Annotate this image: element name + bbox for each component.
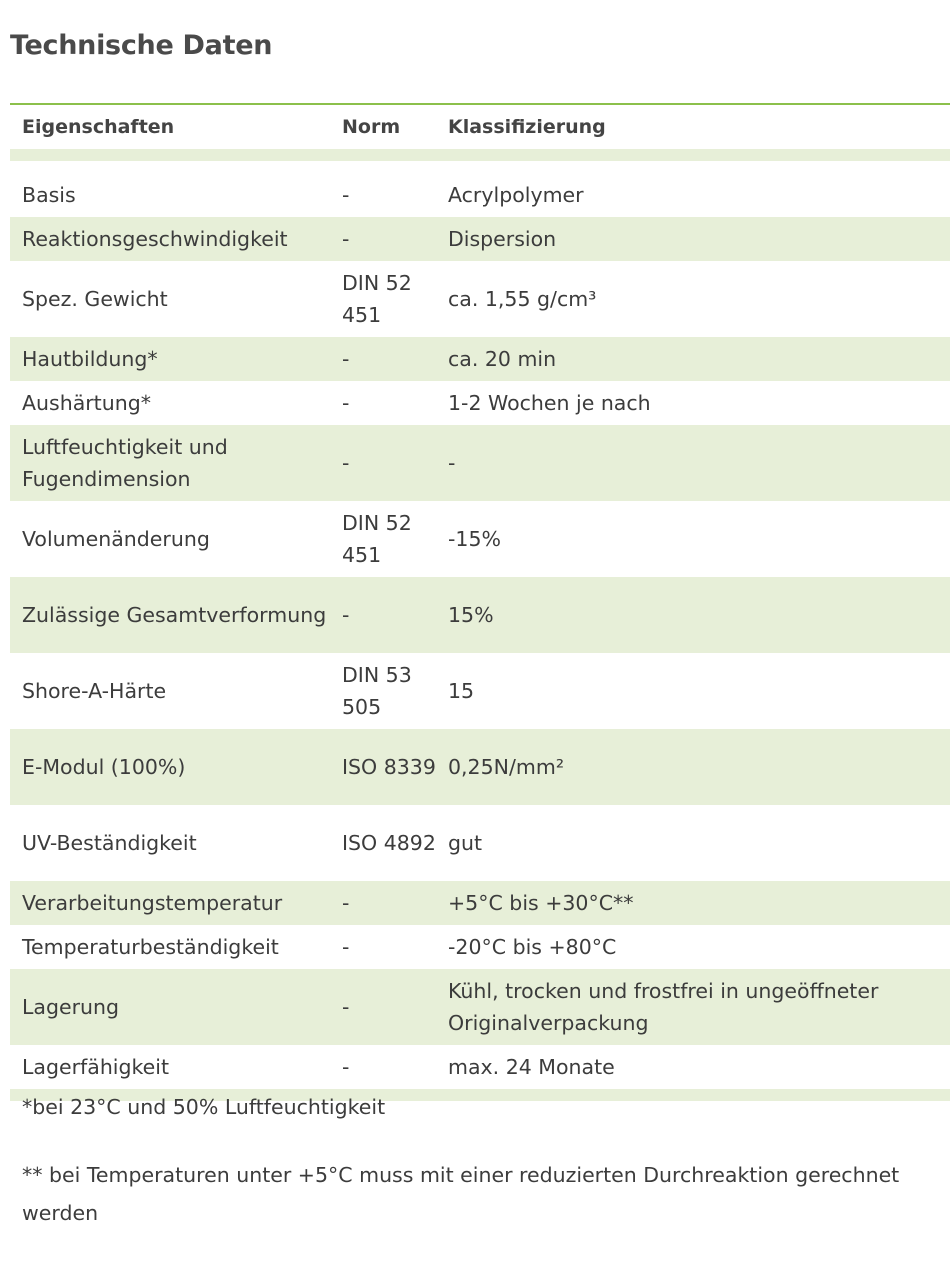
table-row — [10, 425, 950, 501]
cell-value: ca. 1,55 g/cm³ — [436, 261, 950, 337]
cell-value: -20°C bis +80°C — [436, 925, 950, 969]
cell-property: Verarbeitungstemperatur — [10, 881, 330, 925]
table-row — [10, 805, 950, 881]
cell-property: Basis — [10, 173, 330, 217]
cell-norm: - — [330, 577, 436, 653]
table-row — [10, 729, 950, 805]
table-row — [10, 925, 950, 969]
cell-value: +5°C bis +30°C** — [436, 881, 950, 925]
cell-norm: - — [330, 925, 436, 969]
footnotes — [22, 1088, 922, 1262]
cell-property: Lagerung — [10, 969, 330, 1045]
cell-norm: - — [330, 173, 436, 217]
cell-value: - — [436, 425, 950, 501]
table-row — [10, 501, 950, 577]
cell-norm: DIN 53 505 — [330, 653, 436, 729]
cell-value: 1-2 Wochen je nach — [436, 381, 950, 425]
cell-property: Hautbildung* — [10, 337, 330, 381]
cell-norm: - — [330, 425, 436, 501]
cell-property: Temperaturbeständigkeit — [10, 925, 330, 969]
cell-norm: DIN 52 451 — [330, 501, 436, 577]
header-norm: Norm — [342, 116, 401, 138]
cell-property: Volumenänderung — [10, 501, 330, 577]
cell-property: Aushärtung* — [10, 381, 330, 425]
cell-property: Reaktionsgeschwindigkeit — [10, 217, 330, 261]
cell-value: Kühl, trocken und frostfrei in ungeöffneter Originalverpackung — [436, 969, 950, 1045]
table-row — [10, 173, 950, 217]
table-gap-top — [10, 161, 950, 173]
page-title: Technische Daten — [10, 30, 273, 61]
cell-norm: - — [330, 217, 436, 261]
cell-value: max. 24 Monate — [436, 1045, 950, 1089]
table-band-top — [10, 149, 950, 161]
table-row — [10, 969, 950, 1045]
header-property: Eigenschaften — [22, 116, 175, 138]
table-row — [10, 653, 950, 729]
cell-property: UV-Beständigkeit — [10, 805, 330, 881]
header-classification: Klassifizierung — [448, 116, 606, 138]
cell-norm: - — [330, 1045, 436, 1089]
cell-norm: - — [330, 337, 436, 381]
table-row — [10, 261, 950, 337]
tech-data-table — [10, 105, 950, 1101]
cell-norm: - — [330, 881, 436, 925]
footnote-1: *bei 23°C und 50% Luftfeuchtigkeit — [22, 1095, 386, 1119]
table-header-row — [10, 105, 950, 149]
cell-property: Lagerfähigkeit — [10, 1045, 330, 1089]
table-row — [10, 381, 950, 425]
table-row — [10, 881, 950, 925]
cell-value: gut — [436, 805, 950, 881]
cell-property: E-Modul (100%) — [10, 729, 330, 805]
cell-value: 15% — [436, 577, 950, 653]
table-row — [10, 337, 950, 381]
cell-value: Dispersion — [436, 217, 950, 261]
cell-value: Acrylpolymer — [436, 173, 950, 217]
table-row — [10, 577, 950, 653]
cell-property: Shore-A-Härte — [10, 653, 330, 729]
cell-value: ca. 20 min — [436, 337, 950, 381]
cell-norm: - — [330, 969, 436, 1045]
footnote-2: ** bei Temperaturen unter +5°C muss mit einer reduzierten Durchreaktion gerechnet werden — [22, 1163, 900, 1225]
cell-norm: - — [330, 381, 436, 425]
cell-norm: ISO 4892 — [330, 805, 436, 881]
cell-property: Zulässige Gesamtverformung — [10, 577, 330, 653]
cell-property: Spez. Gewicht — [10, 261, 330, 337]
cell-norm: ISO 8339 — [330, 729, 436, 805]
cell-norm: DIN 52 451 — [330, 261, 436, 337]
cell-value: 15 — [436, 653, 950, 729]
table-row — [10, 1045, 950, 1089]
cell-value: 0,25N/mm² — [436, 729, 950, 805]
cell-property: Luftfeuchtigkeit und Fugendimension — [10, 425, 330, 501]
table-row — [10, 217, 950, 261]
cell-value: -15% — [436, 501, 950, 577]
